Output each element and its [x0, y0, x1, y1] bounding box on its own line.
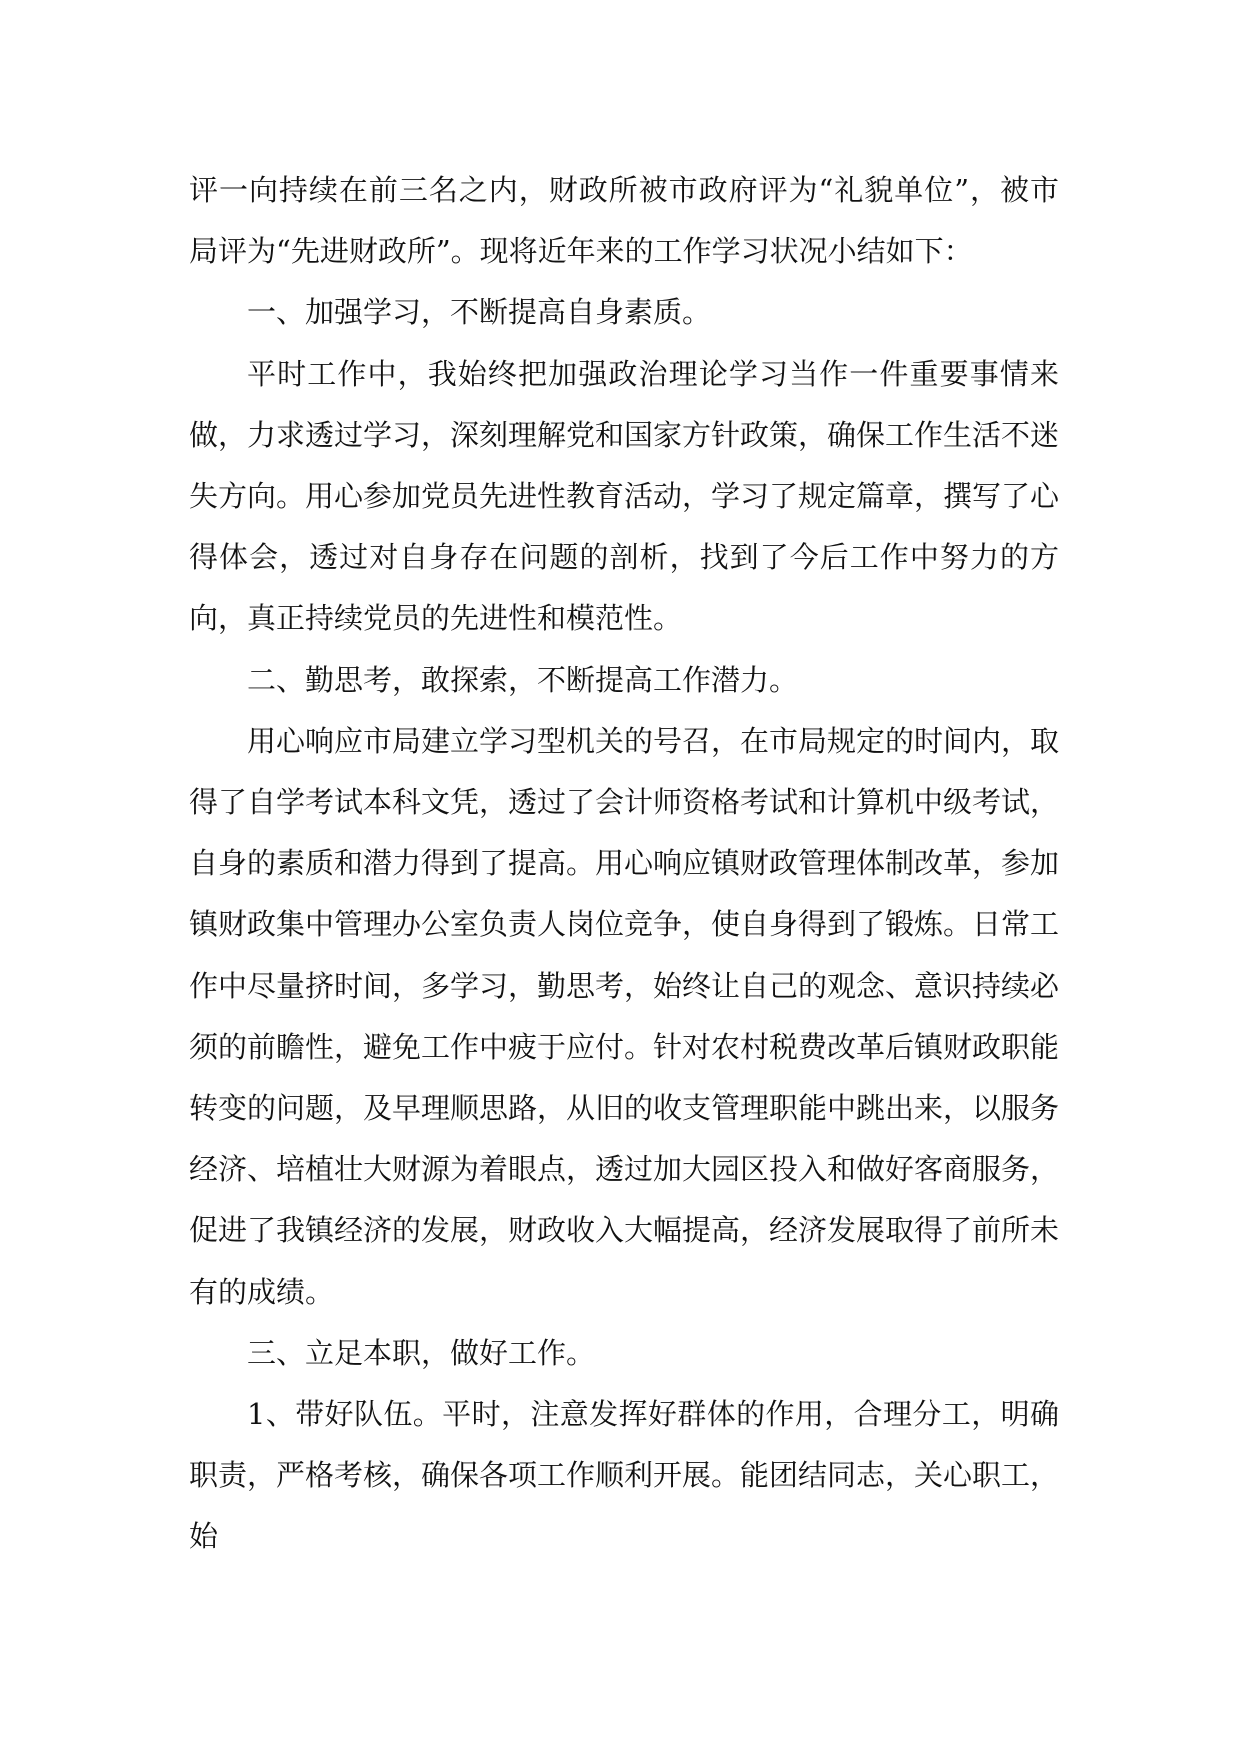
paragraph-study: 平时工作中，我始终把加强政治理论学习当作一件重要事情来做，力求透过学习，深刻理解党和国家方针政策，确保工作生活不迷失方向。用心参加党员先进性教育活动，学习了规定篇章，撰写了心得体会，透过对自身存在问题的剖析，找到了今后工作中努力的方向，真正持续党员的先进性和模范性。	[189, 356, 1060, 636]
paragraph-intro-continuation: 评一向持续在前三名之内，财政所被市政府评为“礼貌单位”，被市局评为“先进财政所”。现将近年来的工作学习状况小结如下：	[189, 173, 1059, 269]
paragraph-ability: 用心响应市局建立学习型机关的号召，在市局规定的时间内，取得了自学考试本科文凭，透过了会计师资格考试和计算机中级考试，自身的素质和潜力得到了提高。用心响应镇财政管理体制改革，参加镇财政集中管理办公室负责人岗位竞争，使自身得到了锻炼。日常工作中尽量挤时间，多学习，勤思考，始终让自己的观念、意识持续必须的前瞻性，避免工作中疲于应付。针对农村税费改革后镇财政职能转变的问题，及早理顺思路，从旧的收支管理职能中跳出来，以服务经济、培植壮大财源为着眼点，透过加大园区投入和做好客商服务，促进了我镇经济的发展，财政收入大幅提高，经济发展取得了前所未有的成绩。	[189, 723, 1060, 1309]
document-body	[189, 160, 1059, 1568]
paragraph-team: 1、带好队伍。平时，注意发挥好群体的作用，合理分工，明确职责，严格考核，确保各项工作顺利开展。能团结同志，关心职工，始	[189, 1397, 1060, 1554]
section-heading-2: 二、勤思考，敢探索，不断提高工作潜力。	[247, 662, 799, 697]
section-heading-3: 三、立足本职，做好工作。	[247, 1335, 596, 1370]
section-heading-1: 一、加强学习，不断提高自身素质。	[247, 295, 712, 330]
